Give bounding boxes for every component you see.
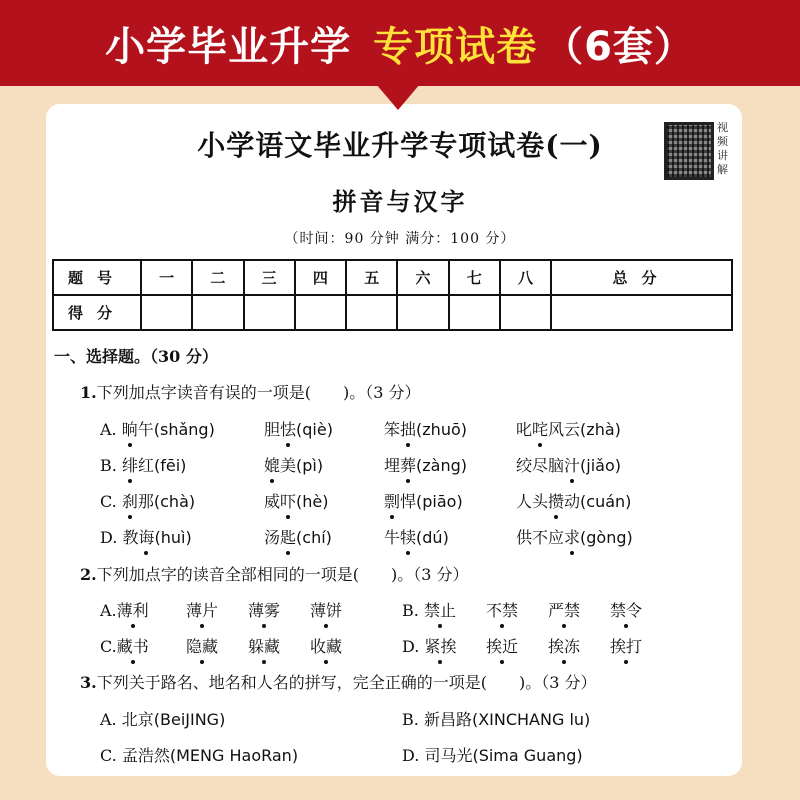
pinyin: (BeiJING) <box>153 710 226 729</box>
word-char: 人头 <box>516 492 549 511</box>
dotted-char: 犊 <box>400 525 416 548</box>
pinyin: (pì) <box>296 456 324 475</box>
word: 薄饼 <box>310 598 342 621</box>
word: 薄雾 <box>248 598 280 621</box>
word-char: 红 <box>137 456 154 475</box>
question-text: 下列加点字读音有误的一项是( <box>96 383 311 402</box>
pinyin: (shǎng) <box>153 420 215 439</box>
q1-option-b2 <box>264 453 323 476</box>
word-char: 供不应 <box>516 528 565 547</box>
word-char: 绞尽脑 <box>516 456 565 475</box>
score-cell[interactable] <box>500 295 551 330</box>
question-text: 下列关于路名、地名和人名的拼写，完全正确的一项是( <box>96 673 487 692</box>
q2-word <box>248 634 280 657</box>
pinyin: (jiǎo) <box>580 456 621 475</box>
word: 藏书 <box>117 634 149 657</box>
option-text: 司马光 <box>424 746 473 765</box>
q2-word <box>186 598 218 621</box>
score-header-cell: 总分 <box>551 260 732 295</box>
q2-word <box>548 634 580 657</box>
score-cell[interactable] <box>551 295 732 330</box>
question-number: 1. <box>80 383 97 402</box>
q1-option-a1[interactable] <box>100 417 215 440</box>
pinyin: (fēi) <box>153 456 187 475</box>
score-header-cell: 四 <box>295 260 346 295</box>
word-char: 笨 <box>384 420 401 439</box>
q2-word <box>486 634 518 657</box>
word: 薄片 <box>186 598 218 621</box>
pinyin: (MENG HaoRan) <box>169 746 299 765</box>
q2-word <box>186 634 218 657</box>
option-letter: A. <box>100 420 117 439</box>
q1-option-a4 <box>516 417 621 440</box>
dotted-char: 诲 <box>138 525 154 548</box>
word-char: 牛 <box>384 528 401 547</box>
word: 不禁 <box>486 598 518 621</box>
q1-option-d3 <box>384 525 449 548</box>
banner-title <box>0 0 800 86</box>
q3-option-c[interactable] <box>100 743 298 766</box>
q2-option-b[interactable] <box>402 598 456 621</box>
pinyin: (chí) <box>296 528 332 547</box>
score-table-header-row <box>53 260 732 295</box>
q2-option-c[interactable] <box>100 634 149 657</box>
dotted-char: 怯 <box>280 417 296 440</box>
q1-option-d1[interactable] <box>100 525 192 548</box>
question-3-stem <box>80 670 596 693</box>
word: 隐藏 <box>186 634 218 657</box>
pinyin: (gòng) <box>580 528 633 547</box>
pinyin: (qiè) <box>296 420 333 439</box>
word: 挨近 <box>486 634 518 657</box>
q1-option-c4 <box>516 489 631 512</box>
word: 禁令 <box>610 598 642 621</box>
word-char: 叱 <box>516 420 533 439</box>
word: 严禁 <box>548 598 580 621</box>
option-letter: D. <box>100 528 118 547</box>
qr-code-label: 视频讲解 <box>717 121 728 176</box>
pinyin: (cuán) <box>580 492 632 511</box>
question-1-stem <box>80 380 420 403</box>
option-letter: B. <box>402 710 419 729</box>
dotted-char: 吓 <box>280 489 296 512</box>
dotted-char: 绯 <box>122 453 138 476</box>
dotted-char: 拙 <box>400 417 416 440</box>
question-points: )。（3 分） <box>518 673 597 692</box>
pinyin: (huì) <box>154 528 192 547</box>
q2-word <box>548 598 580 621</box>
score-cell[interactable] <box>397 295 448 330</box>
q1-option-a3 <box>384 417 467 440</box>
option-letter: C. <box>100 746 117 765</box>
dotted-char: 晌 <box>122 417 138 440</box>
score-header-cell: 二 <box>192 260 243 295</box>
q2-word <box>310 598 342 621</box>
question-number: 3. <box>80 673 97 692</box>
option-letter: D. <box>402 637 420 656</box>
score-header-cell: 七 <box>449 260 500 295</box>
exam-title: 小学语文毕业升学专项试卷(一) <box>197 129 603 162</box>
score-header-cell: 一 <box>141 260 192 295</box>
score-table-score-row <box>53 295 732 330</box>
score-header-cell: 三 <box>244 260 295 295</box>
q1-option-b3 <box>384 453 467 476</box>
q1-option-b4 <box>516 453 621 476</box>
q2-word <box>248 598 280 621</box>
q1-option-c3 <box>384 489 463 512</box>
q1-option-a2 <box>264 417 333 440</box>
q1-option-d2 <box>264 525 332 548</box>
pinyin: (Sima Guang) <box>472 746 583 765</box>
dotted-char: 求 <box>564 525 580 548</box>
q1-option-c2 <box>264 489 329 512</box>
section-heading: 一、选择题。（30 分） <box>54 347 218 366</box>
score-cell[interactable] <box>346 295 397 330</box>
score-cell[interactable] <box>244 295 295 330</box>
option-text: 新昌路 <box>423 710 472 729</box>
q3-option-d[interactable] <box>402 743 583 766</box>
dotted-char: 汁 <box>564 453 580 476</box>
score-cell[interactable] <box>449 295 500 330</box>
word: 收藏 <box>310 634 342 657</box>
word: 禁止 <box>424 598 456 621</box>
option-letter: D. <box>402 746 420 765</box>
score-table <box>52 259 733 331</box>
option-letter: C. <box>100 637 117 656</box>
dotted-char: 刹 <box>122 489 138 512</box>
score-header-cell: 八 <box>500 260 551 295</box>
word: 薄利 <box>117 598 149 621</box>
option-letter: B. <box>402 601 419 620</box>
pinyin: (zhà) <box>580 420 621 439</box>
word-char: 胆 <box>264 420 281 439</box>
score-cell[interactable] <box>141 295 192 330</box>
word-char: 悍 <box>400 492 417 511</box>
word-char: 午 <box>137 420 154 439</box>
dotted-char: 匙 <box>280 525 296 548</box>
exam-subtitle: 拼音与汉字 <box>332 188 468 216</box>
question-number: 2. <box>80 565 97 584</box>
word: 挨冻 <box>548 634 580 657</box>
q2-word <box>610 634 642 657</box>
option-letter: A. <box>100 601 117 620</box>
q1-option-b1[interactable] <box>100 453 186 476</box>
option-letter: C. <box>100 492 117 511</box>
option-text: 北京 <box>121 710 154 729</box>
score-header-cell: 六 <box>397 260 448 295</box>
pinyin: (zhuō) <box>416 420 467 439</box>
banner-title-sets: （6套） <box>543 23 695 70</box>
option-letter: B. <box>100 456 117 475</box>
q3-option-a[interactable] <box>100 707 225 730</box>
pinyin: (XINCHANG lu) <box>471 710 591 729</box>
question-points: )。（3 分） <box>342 383 421 402</box>
score-cell[interactable] <box>295 295 346 330</box>
q1-option-d4 <box>516 525 633 548</box>
dotted-char: 葬 <box>400 453 416 476</box>
q2-option-a[interactable] <box>100 598 149 621</box>
pinyin: (hè) <box>296 492 329 511</box>
dotted-char: 咤 <box>532 417 548 440</box>
word-char: 风云 <box>548 420 581 439</box>
word-char: 汤 <box>264 528 281 547</box>
score-header-cell: 题号 <box>53 260 141 295</box>
pinyin: (zàng) <box>416 456 468 475</box>
word-char: 动 <box>564 492 581 511</box>
banner-title-main: 小学毕业升学 <box>105 23 352 70</box>
question-points: )。（3 分） <box>390 565 469 584</box>
score-cell[interactable] <box>192 295 243 330</box>
banner-title-highlight: 专项试卷 <box>373 23 538 70</box>
exam-meta: （时间：90 分钟 满分：100 分） <box>284 231 516 247</box>
q2-word <box>486 598 518 621</box>
banner-pointer <box>376 84 420 110</box>
word-char: 埋 <box>384 456 401 475</box>
q2-word <box>310 634 342 657</box>
word: 挨打 <box>610 634 642 657</box>
question-2-stem <box>80 562 468 585</box>
pinyin: (dú) <box>416 528 449 547</box>
q2-option-d[interactable] <box>402 634 456 657</box>
word: 紧挨 <box>424 634 456 657</box>
word-char: 教 <box>122 528 139 547</box>
word: 躲藏 <box>248 634 280 657</box>
dotted-char: 剽 <box>384 489 400 512</box>
word-char: 美 <box>280 456 297 475</box>
dotted-char: 媲 <box>264 453 280 476</box>
word-char: 那 <box>137 492 154 511</box>
option-text: 孟浩然 <box>121 746 170 765</box>
score-header-cell: 五 <box>346 260 397 295</box>
score-row-label: 得分 <box>53 295 141 330</box>
pinyin: (chà) <box>153 492 196 511</box>
pinyin: (piāo) <box>416 492 463 511</box>
q3-option-b[interactable] <box>402 707 590 730</box>
question-text: 下列加点字的读音全部相同的一项是( <box>96 565 359 584</box>
q1-option-c1[interactable] <box>100 489 195 512</box>
word-char: 威 <box>264 492 281 511</box>
dotted-char: 攒 <box>548 489 564 512</box>
option-letter: A. <box>100 710 117 729</box>
q2-word <box>610 598 642 621</box>
